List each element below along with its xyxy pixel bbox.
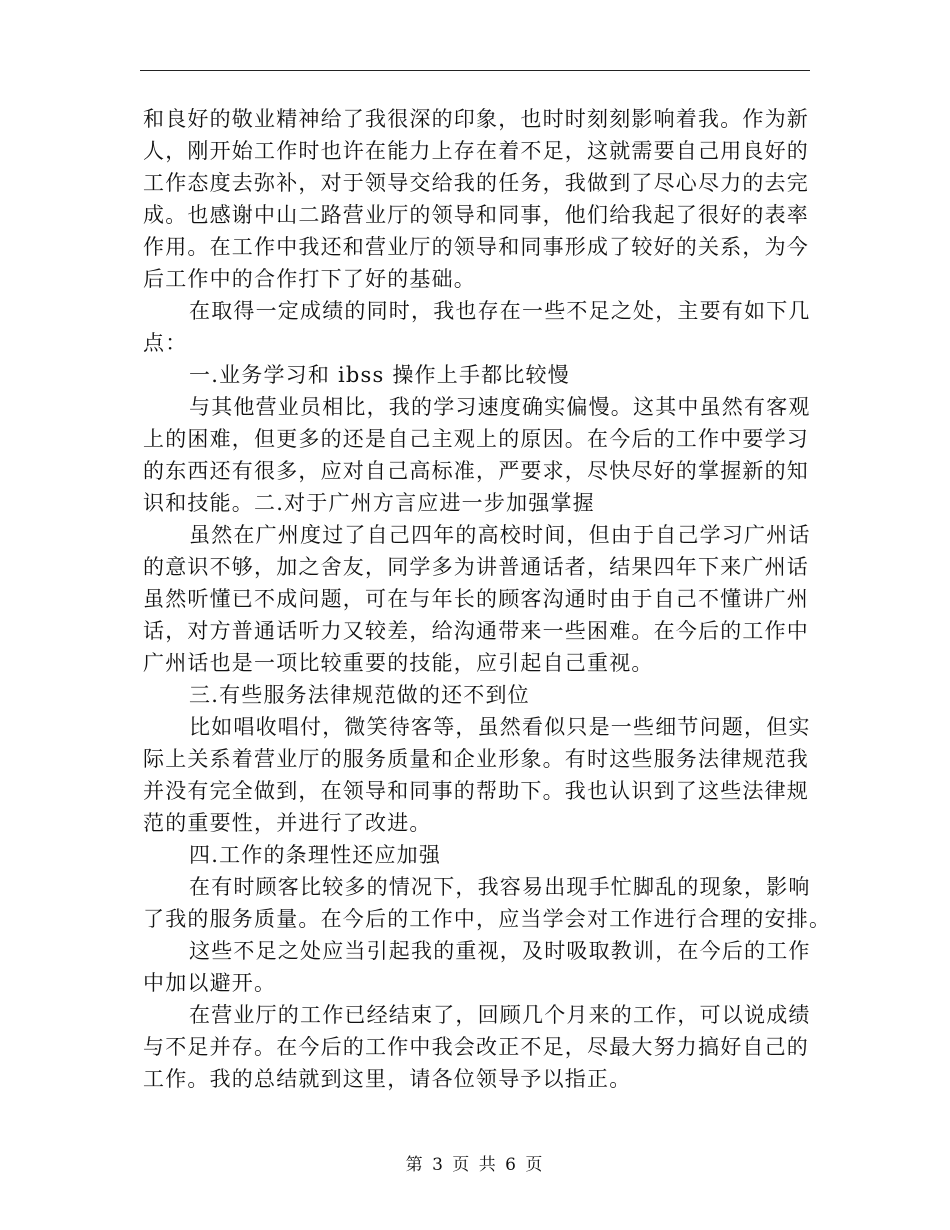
text-line: 作用。在工作中我还和营业厅的领导和同事形成了较好的关系，为今	[143, 235, 809, 259]
text-line: 在有时顾客比较多的情况下，我容易出现手忙脚乱的现象，影响	[189, 875, 811, 899]
text-line: 成。也感谢中山二路营业厅的领导和同事，他们给我起了很好的表率	[143, 203, 809, 227]
text-line: 广州话也是一项比较重要的技能，应引起自己重视。	[143, 651, 654, 675]
text-line: 后工作中的合作打下了好的基础。	[143, 267, 476, 291]
header-rule	[140, 70, 810, 71]
document-body	[143, 103, 832, 1095]
text-line: 虽然听懂已不成问题，可在与年长的顾客沟通时由于自己不懂讲广州	[143, 587, 809, 611]
text-line: 在营业厅的工作已经结束了，回顾几个月来的工作，可以说成绩	[189, 1003, 811, 1027]
text-line: 工作。我的总结就到这里，请各位领导予以指正。	[143, 1067, 632, 1091]
text-line: 工作态度去弥补，对于领导交给我的任务，我做到了尽心尽力的去完	[143, 171, 809, 195]
text-line: 虽然在广州度过了自己四年的高校时间，但由于自己学习广州话	[189, 523, 811, 547]
text-line: 四.工作的条理性还应加强	[189, 843, 442, 867]
text-line: 和良好的敬业精神给了我很深的印象，也时时刻刻影响着我。作为新	[143, 107, 809, 131]
text-line: 了我的服务质量。在今后的工作中，应当学会对工作进行合理的安排。	[143, 907, 832, 931]
text-line: 话，对方普通话听力又较差，给沟通带来一些困难。在今后的工作中	[143, 619, 809, 643]
text-line: 的东西还有很多，应对自己高标准，严要求，尽快尽好的掌握新的知	[143, 459, 809, 483]
text-line: 在取得一定成绩的同时，我也存在一些不足之处，主要有如下几	[189, 299, 811, 323]
text-line: 并没有完全做到，在领导和同事的帮助下。我也认识到了这些法律规	[143, 779, 809, 803]
text-line: 识和技能。二.对于广州方言应进一步加强掌握	[143, 491, 595, 515]
text-line: 与不足并存。在今后的工作中我会改正不足，尽最大努力搞好自己的	[143, 1035, 809, 1059]
text-line: 一.业务学习和 ibss 操作上手都比较慢	[189, 363, 570, 387]
text-line: 与其他营业员相比，我的学习速度确实偏慢。这其中虽然有客观	[189, 395, 811, 419]
text-line: 三.有些服务法律规范做的还不到位	[189, 683, 530, 707]
text-line: 范的重要性，并进行了改进。	[143, 811, 432, 835]
text-line: 人，刚开始工作时也许在能力上存在着不足，这就需要自己用良好的	[143, 139, 809, 163]
text-line: 这些不足之处应当引起我的重视，及时吸取教训，在今后的工作	[189, 939, 811, 963]
text-line: 的意识不够，加之舍友，同学多为讲普通话者，结果四年下来广州话	[143, 555, 809, 579]
text-line: 中加以避开。	[143, 971, 277, 995]
page-footer: 第 3 页 共 6 页	[405, 1155, 545, 1175]
text-line: 际上关系着营业厅的服务质量和企业形象。有时这些服务法律规范我	[143, 747, 809, 771]
text-line: 上的困难，但更多的还是自己主观上的原因。在今后的工作中要学习	[143, 427, 809, 451]
text-line: 点：	[143, 331, 188, 355]
text-line: 比如唱收唱付，微笑待客等，虽然看似只是一些细节问题，但实	[189, 715, 811, 739]
